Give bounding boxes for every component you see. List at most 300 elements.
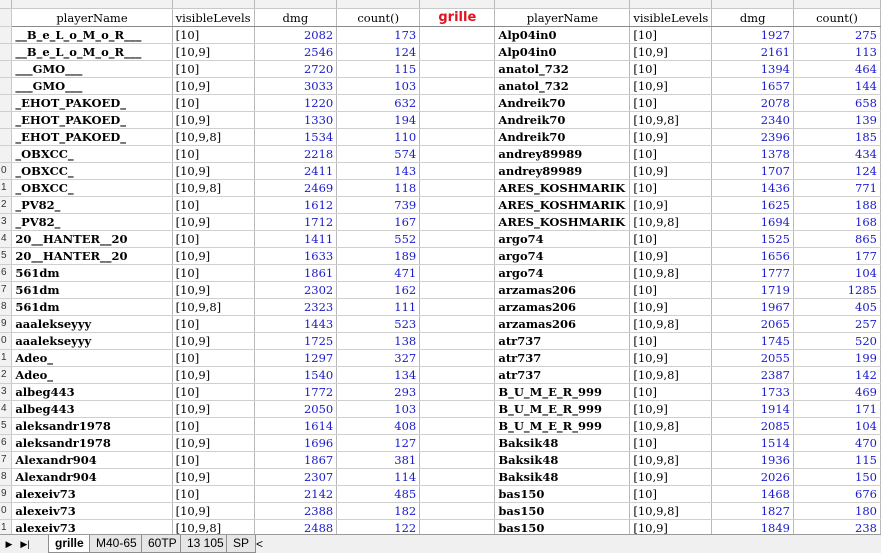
visible-levels-cell[interactable]: [10] (172, 418, 254, 435)
player-name-cell[interactable]: _EHOT_PAKOED_ (12, 95, 172, 112)
visible-levels-cell[interactable]: [10] (630, 282, 712, 299)
separator-cell[interactable] (420, 163, 495, 180)
player-name-cell[interactable]: arzamas206 (495, 316, 630, 333)
count-cell[interactable]: 381 (337, 452, 420, 469)
separator-cell[interactable] (420, 95, 495, 112)
visible-levels-cell[interactable]: [10,9] (630, 469, 712, 486)
row-number[interactable]: 1 (0, 180, 12, 197)
tab-grille[interactable]: grille (48, 535, 91, 553)
count-cell[interactable]: 122 (337, 520, 420, 535)
dmg-cell[interactable]: 2546 (254, 44, 337, 61)
dmg-cell[interactable]: 2218 (254, 146, 337, 163)
dmg-cell[interactable]: 1936 (712, 452, 794, 469)
header-count-left[interactable]: count() (337, 9, 420, 27)
dmg-cell[interactable]: 1712 (254, 214, 337, 231)
player-name-cell[interactable]: 561dm (12, 299, 172, 316)
row-number[interactable]: 0 (0, 163, 12, 180)
count-cell[interactable]: 194 (337, 112, 420, 129)
visible-levels-cell[interactable]: [10,9] (630, 78, 712, 95)
player-name-cell[interactable]: 561dm (12, 282, 172, 299)
count-cell[interactable]: 182 (337, 503, 420, 520)
player-name-cell[interactable]: Baksik48 (495, 435, 630, 452)
player-name-cell[interactable]: Andreik70 (495, 95, 630, 112)
separator-cell[interactable] (420, 61, 495, 78)
separator-cell[interactable] (420, 44, 495, 61)
row-number[interactable] (0, 78, 12, 95)
count-cell[interactable]: 180 (794, 503, 881, 520)
visible-levels-cell[interactable]: [10] (172, 197, 254, 214)
dmg-cell[interactable]: 1772 (254, 384, 337, 401)
count-cell[interactable]: 485 (337, 486, 420, 503)
player-name-cell[interactable]: Alexandr904 (12, 469, 172, 486)
dmg-cell[interactable]: 2065 (712, 316, 794, 333)
player-name-cell[interactable]: ARES_KOSHMARIK (495, 214, 630, 231)
count-cell[interactable]: 574 (337, 146, 420, 163)
dmg-cell[interactable]: 1540 (254, 367, 337, 384)
row-number[interactable]: 2 (0, 367, 12, 384)
player-name-cell[interactable]: B_U_M_E_R_999 (495, 418, 630, 435)
dmg-cell[interactable]: 2340 (712, 112, 794, 129)
separator-cell[interactable] (420, 265, 495, 282)
row-number[interactable]: 1 (0, 350, 12, 367)
count-cell[interactable]: 199 (794, 350, 881, 367)
row-number[interactable] (0, 61, 12, 78)
player-name-cell[interactable]: Alp04in0 (495, 27, 630, 44)
count-cell[interactable]: 189 (337, 248, 420, 265)
player-name-cell[interactable]: _EHOT_PAKOED_ (12, 129, 172, 146)
count-cell[interactable]: 144 (794, 78, 881, 95)
visible-levels-cell[interactable]: [10,9,8] (630, 265, 712, 282)
player-name-cell[interactable]: Andreik70 (495, 112, 630, 129)
separator-cell[interactable] (420, 520, 495, 535)
visible-levels-cell[interactable]: [10,9,8] (630, 452, 712, 469)
header-grille[interactable]: grille (420, 9, 495, 27)
player-name-cell[interactable]: arzamas206 (495, 282, 630, 299)
separator-cell[interactable] (420, 384, 495, 401)
dmg-cell[interactable]: 1656 (712, 248, 794, 265)
dmg-cell[interactable]: 1967 (712, 299, 794, 316)
player-name-cell[interactable]: argo74 (495, 248, 630, 265)
count-cell[interactable]: 114 (337, 469, 420, 486)
count-cell[interactable]: 434 (794, 146, 881, 163)
separator-cell[interactable] (420, 248, 495, 265)
visible-levels-cell[interactable]: [10,9] (172, 401, 254, 418)
visible-levels-cell[interactable]: [10,9] (172, 248, 254, 265)
player-name-cell[interactable]: Andreik70 (495, 129, 630, 146)
visible-levels-cell[interactable]: [10] (630, 435, 712, 452)
count-cell[interactable]: 171 (794, 401, 881, 418)
dmg-cell[interactable]: 1525 (712, 231, 794, 248)
col-letter[interactable] (630, 0, 712, 9)
separator-cell[interactable] (420, 129, 495, 146)
player-name-cell[interactable]: _PV82_ (12, 197, 172, 214)
col-letter[interactable] (712, 0, 794, 9)
row-number[interactable]: 4 (0, 231, 12, 248)
row-number[interactable] (0, 27, 12, 44)
count-cell[interactable]: 111 (337, 299, 420, 316)
row-number[interactable]: 2 (0, 197, 12, 214)
separator-cell[interactable] (420, 435, 495, 452)
separator-cell[interactable] (420, 112, 495, 129)
count-cell[interactable]: 257 (794, 316, 881, 333)
separator-cell[interactable] (420, 503, 495, 520)
player-name-cell[interactable]: _EHOT_PAKOED_ (12, 112, 172, 129)
visible-levels-cell[interactable]: [10,9] (630, 163, 712, 180)
count-cell[interactable]: 103 (337, 401, 420, 418)
row-number[interactable] (0, 146, 12, 163)
header-visiblelevels-right[interactable]: visibleLevels (630, 9, 712, 27)
dmg-cell[interactable]: 2488 (254, 520, 337, 535)
count-cell[interactable]: 173 (337, 27, 420, 44)
row-number[interactable]: 4 (0, 401, 12, 418)
visible-levels-cell[interactable]: [10,9] (172, 78, 254, 95)
row-number[interactable]: 6 (0, 435, 12, 452)
visible-levels-cell[interactable]: [10,9,8] (172, 520, 254, 535)
visible-levels-cell[interactable]: [10,9] (172, 333, 254, 350)
visible-levels-cell[interactable]: [10,9,8] (630, 112, 712, 129)
dmg-cell[interactable]: 2307 (254, 469, 337, 486)
dmg-cell[interactable]: 1867 (254, 452, 337, 469)
row-number[interactable]: 5 (0, 248, 12, 265)
dmg-cell[interactable]: 2302 (254, 282, 337, 299)
visible-levels-cell[interactable]: [10,9] (630, 520, 712, 535)
separator-cell[interactable] (420, 452, 495, 469)
visible-levels-cell[interactable]: [10] (630, 231, 712, 248)
dmg-cell[interactable]: 1436 (712, 180, 794, 197)
separator-cell[interactable] (420, 486, 495, 503)
count-cell[interactable]: 408 (337, 418, 420, 435)
visible-levels-cell[interactable]: [10,9] (172, 367, 254, 384)
count-cell[interactable]: 464 (794, 61, 881, 78)
row-number[interactable]: 1 (0, 520, 12, 535)
dmg-cell[interactable]: 1927 (712, 27, 794, 44)
dmg-cell[interactable]: 1707 (712, 163, 794, 180)
count-cell[interactable]: 771 (794, 180, 881, 197)
row-number[interactable]: 6 (0, 265, 12, 282)
player-name-cell[interactable]: anatol_732 (495, 78, 630, 95)
count-cell[interactable]: 118 (337, 180, 420, 197)
visible-levels-cell[interactable]: [10] (172, 452, 254, 469)
visible-levels-cell[interactable]: [10,9] (172, 503, 254, 520)
visible-levels-cell[interactable]: [10,9] (172, 44, 254, 61)
separator-cell[interactable] (420, 469, 495, 486)
count-cell[interactable]: 470 (794, 435, 881, 452)
separator-cell[interactable] (420, 231, 495, 248)
visible-levels-cell[interactable]: [10] (172, 146, 254, 163)
dmg-cell[interactable]: 1468 (712, 486, 794, 503)
count-cell[interactable]: 523 (337, 316, 420, 333)
separator-cell[interactable] (420, 282, 495, 299)
visible-levels-cell[interactable]: [10,9] (172, 214, 254, 231)
row-number[interactable]: 3 (0, 214, 12, 231)
visible-levels-cell[interactable]: [10] (172, 231, 254, 248)
visible-levels-cell[interactable]: [10,9] (172, 282, 254, 299)
player-name-cell[interactable]: Baksik48 (495, 452, 630, 469)
visible-levels-cell[interactable]: [10,9,8] (172, 180, 254, 197)
col-letter[interactable] (172, 0, 254, 9)
separator-cell[interactable] (420, 299, 495, 316)
count-cell[interactable]: 127 (337, 435, 420, 452)
count-cell[interactable]: 632 (337, 95, 420, 112)
player-name-cell[interactable]: arzamas206 (495, 299, 630, 316)
visible-levels-cell[interactable]: [10] (630, 384, 712, 401)
count-cell[interactable]: 658 (794, 95, 881, 112)
dmg-cell[interactable]: 3033 (254, 78, 337, 95)
header-count-right[interactable]: count() (794, 9, 881, 27)
dmg-cell[interactable]: 2411 (254, 163, 337, 180)
count-cell[interactable]: 143 (337, 163, 420, 180)
player-name-cell[interactable]: ___GMO___ (12, 78, 172, 95)
dmg-cell[interactable]: 1443 (254, 316, 337, 333)
dmg-cell[interactable]: 1297 (254, 350, 337, 367)
player-name-cell[interactable]: 20__HANTER__20 (12, 231, 172, 248)
visible-levels-cell[interactable]: [10,9] (630, 248, 712, 265)
row-number[interactable] (0, 129, 12, 146)
dmg-cell[interactable]: 1633 (254, 248, 337, 265)
visible-levels-cell[interactable]: [10,9] (172, 112, 254, 129)
player-name-cell[interactable]: atr737 (495, 350, 630, 367)
player-name-cell[interactable]: alexeiv73 (12, 486, 172, 503)
tab-sp[interactable]: SP (226, 535, 256, 553)
count-cell[interactable]: 676 (794, 486, 881, 503)
row-number[interactable]: 3 (0, 384, 12, 401)
visible-levels-cell[interactable]: [10] (630, 486, 712, 503)
player-name-cell[interactable]: Alexandr904 (12, 452, 172, 469)
dmg-cell[interactable]: 2323 (254, 299, 337, 316)
count-cell[interactable]: 168 (794, 214, 881, 231)
dmg-cell[interactable]: 1612 (254, 197, 337, 214)
visible-levels-cell[interactable]: [10,9] (630, 44, 712, 61)
visible-levels-cell[interactable]: [10,9,8] (630, 418, 712, 435)
dmg-cell[interactable]: 2026 (712, 469, 794, 486)
row-number[interactable]: 7 (0, 282, 12, 299)
count-cell[interactable]: 124 (794, 163, 881, 180)
count-cell[interactable]: 552 (337, 231, 420, 248)
row-number[interactable] (0, 9, 12, 27)
visible-levels-cell[interactable]: [10] (172, 265, 254, 282)
player-name-cell[interactable]: andrey89989 (495, 163, 630, 180)
separator-cell[interactable] (420, 418, 495, 435)
player-name-cell[interactable]: ARES_KOSHMARIK (495, 180, 630, 197)
row-number[interactable] (0, 95, 12, 112)
player-name-cell[interactable]: 20__HANTER__20 (12, 248, 172, 265)
separator-cell[interactable] (420, 367, 495, 384)
player-name-cell[interactable]: atr737 (495, 367, 630, 384)
dmg-cell[interactable]: 1827 (712, 503, 794, 520)
dmg-cell[interactable]: 1694 (712, 214, 794, 231)
dmg-cell[interactable]: 1914 (712, 401, 794, 418)
dmg-cell[interactable]: 1220 (254, 95, 337, 112)
count-cell[interactable]: 520 (794, 333, 881, 350)
dmg-cell[interactable]: 1411 (254, 231, 337, 248)
player-name-cell[interactable]: anatol_732 (495, 61, 630, 78)
last-sheet-button[interactable]: ▶| (20, 539, 30, 549)
count-cell[interactable]: 327 (337, 350, 420, 367)
dmg-cell[interactable]: 1534 (254, 129, 337, 146)
dmg-cell[interactable]: 2050 (254, 401, 337, 418)
player-name-cell[interactable]: 561dm (12, 265, 172, 282)
dmg-cell[interactable]: 2161 (712, 44, 794, 61)
separator-cell[interactable] (420, 333, 495, 350)
dmg-cell[interactable]: 1696 (254, 435, 337, 452)
visible-levels-cell[interactable]: [10,9,8] (630, 214, 712, 231)
dmg-cell[interactable]: 1625 (712, 197, 794, 214)
dmg-cell[interactable]: 1777 (712, 265, 794, 282)
count-cell[interactable]: 124 (337, 44, 420, 61)
player-name-cell[interactable]: aleksandr1978 (12, 435, 172, 452)
header-visiblelevels-left[interactable]: visibleLevels (172, 9, 254, 27)
tab-13-105[interactable]: 13 105 (180, 535, 231, 553)
separator-cell[interactable] (420, 78, 495, 95)
dmg-cell[interactable]: 2720 (254, 61, 337, 78)
player-name-cell[interactable]: albeg443 (12, 384, 172, 401)
visible-levels-cell[interactable]: [10] (630, 27, 712, 44)
dmg-cell[interactable]: 2396 (712, 129, 794, 146)
visible-levels-cell[interactable]: [10] (172, 27, 254, 44)
dmg-cell[interactable]: 1514 (712, 435, 794, 452)
row-number[interactable]: 8 (0, 469, 12, 486)
player-name-cell[interactable]: B_U_M_E_R_999 (495, 401, 630, 418)
dmg-cell[interactable]: 1719 (712, 282, 794, 299)
dmg-cell[interactable]: 2082 (254, 27, 337, 44)
player-name-cell[interactable]: _OBXCC_ (12, 146, 172, 163)
visible-levels-cell[interactable]: [10,9,8] (630, 503, 712, 520)
row-number[interactable]: 0 (0, 503, 12, 520)
count-cell[interactable]: 110 (337, 129, 420, 146)
row-number[interactable]: 9 (0, 486, 12, 503)
player-name-cell[interactable]: alexeiv73 (12, 503, 172, 520)
count-cell[interactable]: 115 (337, 61, 420, 78)
separator-cell[interactable] (420, 146, 495, 163)
row-number[interactable] (0, 44, 12, 61)
dmg-cell[interactable]: 1733 (712, 384, 794, 401)
row-number[interactable]: 7 (0, 452, 12, 469)
header-dmg-right[interactable]: dmg (712, 9, 794, 27)
visible-levels-cell[interactable]: [10] (172, 95, 254, 112)
visible-levels-cell[interactable]: [10] (630, 95, 712, 112)
dmg-cell[interactable]: 2142 (254, 486, 337, 503)
player-name-cell[interactable]: __B_e_L_o_M_o_R___ (12, 27, 172, 44)
player-name-cell[interactable]: aaalekseyyy (12, 316, 172, 333)
header-dmg-left[interactable]: dmg (254, 9, 337, 27)
player-name-cell[interactable]: aleksandr1978 (12, 418, 172, 435)
dmg-cell[interactable]: 1330 (254, 112, 337, 129)
dmg-cell[interactable]: 2085 (712, 418, 794, 435)
count-cell[interactable]: 405 (794, 299, 881, 316)
count-cell[interactable]: 238 (794, 520, 881, 535)
count-cell[interactable]: 469 (794, 384, 881, 401)
player-name-cell[interactable]: alexeiv73 (12, 520, 172, 535)
dmg-cell[interactable]: 1861 (254, 265, 337, 282)
tab-60tp[interactable]: 60TP (141, 535, 184, 553)
count-cell[interactable]: 142 (794, 367, 881, 384)
count-cell[interactable]: 103 (337, 78, 420, 95)
count-cell[interactable]: 115 (794, 452, 881, 469)
count-cell[interactable]: 104 (794, 418, 881, 435)
player-name-cell[interactable]: B_U_M_E_R_999 (495, 384, 630, 401)
tab-scroll-left-icon[interactable]: < (256, 537, 264, 551)
player-name-cell[interactable]: _OBXCC_ (12, 180, 172, 197)
row-number[interactable]: 5 (0, 418, 12, 435)
player-name-cell[interactable]: Baksik48 (495, 469, 630, 486)
separator-cell[interactable] (420, 197, 495, 214)
count-cell[interactable]: 865 (794, 231, 881, 248)
corner-cell[interactable] (0, 0, 12, 9)
player-name-cell[interactable]: Adeo_ (12, 350, 172, 367)
visible-levels-cell[interactable]: [10,9] (172, 163, 254, 180)
dmg-cell[interactable]: 1394 (712, 61, 794, 78)
count-cell[interactable]: 139 (794, 112, 881, 129)
dmg-cell[interactable]: 2388 (254, 503, 337, 520)
header-playername-right[interactable]: playerName (495, 9, 630, 27)
visible-levels-cell[interactable]: [10,9] (630, 129, 712, 146)
dmg-cell[interactable]: 2469 (254, 180, 337, 197)
row-number[interactable] (0, 112, 12, 129)
player-name-cell[interactable]: argo74 (495, 265, 630, 282)
separator-cell[interactable] (420, 316, 495, 333)
player-name-cell[interactable]: ___GMO___ (12, 61, 172, 78)
col-letter[interactable] (337, 0, 420, 9)
player-name-cell[interactable]: _OBXCC_ (12, 163, 172, 180)
visible-levels-cell[interactable]: [10,9] (630, 350, 712, 367)
dmg-cell[interactable]: 1745 (712, 333, 794, 350)
separator-cell[interactable] (420, 214, 495, 231)
dmg-cell[interactable]: 1849 (712, 520, 794, 535)
visible-levels-cell[interactable]: [10,9] (172, 469, 254, 486)
col-letter[interactable] (794, 0, 881, 9)
count-cell[interactable]: 167 (337, 214, 420, 231)
separator-cell[interactable] (420, 27, 495, 44)
visible-levels-cell[interactable]: [10] (172, 486, 254, 503)
player-name-cell[interactable]: _PV82_ (12, 214, 172, 231)
count-cell[interactable]: 1285 (794, 282, 881, 299)
count-cell[interactable]: 293 (337, 384, 420, 401)
player-name-cell[interactable]: Alp04in0 (495, 44, 630, 61)
row-number[interactable]: 0 (0, 333, 12, 350)
header-playername-left[interactable]: playerName (12, 9, 172, 27)
player-name-cell[interactable]: aaalekseyyy (12, 333, 172, 350)
visible-levels-cell[interactable]: [10,9] (630, 401, 712, 418)
dmg-cell[interactable]: 2387 (712, 367, 794, 384)
col-letter[interactable] (495, 0, 630, 9)
visible-levels-cell[interactable]: [10,9] (630, 197, 712, 214)
visible-levels-cell[interactable]: [10] (172, 350, 254, 367)
count-cell[interactable]: 185 (794, 129, 881, 146)
player-name-cell[interactable]: atr737 (495, 333, 630, 350)
col-letter[interactable] (254, 0, 337, 9)
visible-levels-cell[interactable]: [10] (172, 61, 254, 78)
visible-levels-cell[interactable]: [10,9,8] (172, 299, 254, 316)
count-cell[interactable]: 150 (794, 469, 881, 486)
separator-cell[interactable] (420, 350, 495, 367)
visible-levels-cell[interactable]: [10] (172, 316, 254, 333)
player-name-cell[interactable]: albeg443 (12, 401, 172, 418)
player-name-cell[interactable]: Adeo_ (12, 367, 172, 384)
count-cell[interactable]: 471 (337, 265, 420, 282)
player-name-cell[interactable]: ARES_KOSHMARIK (495, 197, 630, 214)
separator-cell[interactable] (420, 401, 495, 418)
first-sheet-button[interactable]: ▶ (5, 539, 13, 549)
player-name-cell[interactable]: argo74 (495, 231, 630, 248)
row-number[interactable]: 9 (0, 316, 12, 333)
count-cell[interactable]: 162 (337, 282, 420, 299)
player-name-cell[interactable]: __B_e_L_o_M_o_R___ (12, 44, 172, 61)
count-cell[interactable]: 739 (337, 197, 420, 214)
player-name-cell[interactable]: bas150 (495, 503, 630, 520)
dmg-cell[interactable]: 2055 (712, 350, 794, 367)
dmg-cell[interactable]: 1378 (712, 146, 794, 163)
visible-levels-cell[interactable]: [10,9,8] (172, 129, 254, 146)
